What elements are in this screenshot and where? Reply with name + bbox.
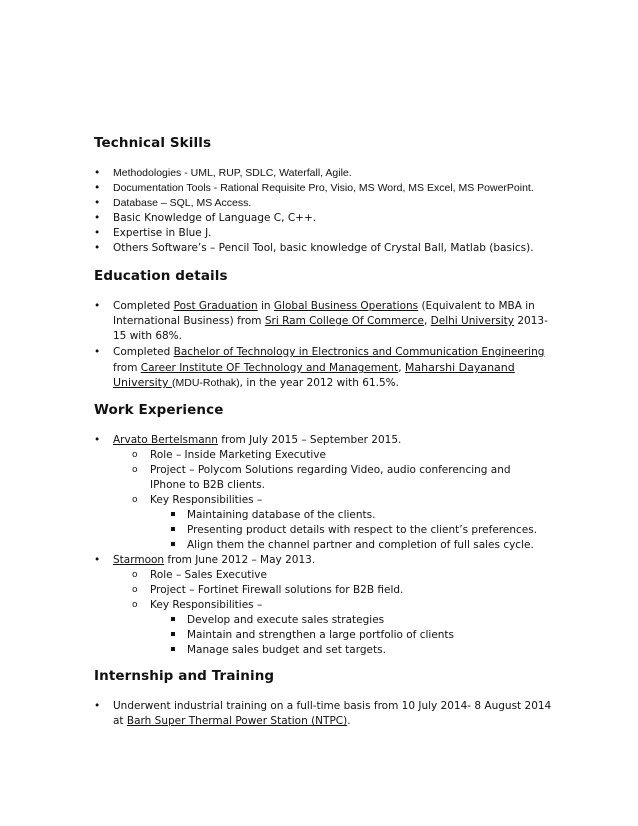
bullet-icon: • bbox=[94, 227, 101, 239]
link-btech[interactable]: Bachelor of Technology in Electronics and Communication Engineering bbox=[173, 346, 545, 358]
square-bullet-icon bbox=[171, 613, 175, 628]
education-heading: Education details bbox=[94, 268, 228, 284]
bullet-icon: • bbox=[94, 554, 101, 566]
circle-bullet-icon: o bbox=[132, 450, 138, 460]
education-line: from Career Institute OF Technology and Management, Maharshi Dayanand bbox=[113, 361, 515, 374]
internship-line: at Barh Super Thermal Power Station (NTPC). bbox=[113, 715, 351, 727]
bullet-icon: • bbox=[94, 167, 101, 179]
square-bullet-icon bbox=[171, 628, 175, 643]
link-university[interactable]: University bbox=[113, 376, 172, 389]
square-bullet-icon bbox=[171, 643, 175, 658]
work-experience-heading: Work Experience bbox=[94, 402, 224, 418]
bullet-icon: • bbox=[94, 700, 101, 712]
bullet-icon: • bbox=[94, 300, 101, 312]
bullet-icon: • bbox=[94, 346, 101, 358]
square-bullet-icon bbox=[171, 538, 175, 553]
education-line: University (MDU-Rothak), in the year 2012 with 61.5%. bbox=[113, 376, 399, 389]
technical-skills-heading: Technical Skills bbox=[94, 135, 212, 151]
internship-heading: Internship and Training bbox=[94, 668, 275, 684]
bullet-icon: • bbox=[94, 434, 101, 446]
link-delhi-university[interactable]: Delhi University bbox=[430, 315, 515, 327]
bullet-icon: • bbox=[94, 197, 101, 209]
square-bullet-icon bbox=[171, 523, 175, 538]
link-career-institute[interactable]: Career Institute OF Technology and Management bbox=[140, 362, 399, 374]
link-maharshi-dayanand[interactable]: Maharshi Dayanand bbox=[404, 361, 515, 374]
link-arvato[interactable]: Arvato Bertelsmann bbox=[113, 434, 218, 446]
education-line: International Business) from Sri Ram College Of Commerce, Delhi University 2013- bbox=[113, 315, 548, 327]
link-starmoon[interactable]: Starmoon bbox=[113, 554, 165, 566]
circle-bullet-icon: o bbox=[132, 465, 138, 475]
education-line: 15 with 68%. bbox=[113, 330, 182, 342]
circle-bullet-icon: o bbox=[132, 570, 138, 580]
circle-bullet-icon: o bbox=[132, 600, 138, 610]
square-bullet-icon bbox=[171, 508, 175, 523]
link-post-graduation[interactable]: Post Graduation bbox=[173, 300, 258, 312]
resume-page: Technical Skills • Methodologies - UML, RUP, SDLC, Waterfall, Agile. • Documentation Tools - Rational Requisite Pro, Visio, MS Word, MS Excel, MS PowerPoint. • Database – SQL, MS Access. • Basic Knowledge of Language C, C++. • Expertise in Blue J. • Others Software’s – Pencil Tool, basic knowledge of Crystal Ball, Matlab (basics). Education details • Completed Post Graduation in Global Business Operations (Equivalent to MBA in International Business) from Sri Ram College Of Commerce, Delhi University 2013- 15 with 68%. • Completed Bachelor of Technology in Electronics and Communication Engineering from Career Institute OF Technology and Management, Maharshi Dayanand University (MDU-Rothak), in the year 2012 with 61.5%. Work Experience • Arvato Bertelsmann from July 2015 – September 2015. o Role – Inside Marketing Executive o Project – Polycom Solutions regarding Video, audio conferencing and IPhone to B2B clients. o Key Responsibilities – Maintaining database of the clients. Presenting product details with respect to the client’s preferences. Align them the channel partner and completion of full sales cycle. • Starmoon from June 2012 – May 2013. o Role – Sales Executive o Project – Fortinet Firewall solutions for B2B field. o Key Responsibilities – Develop and execute sales strategies Maintain and strengthen a large portfolio of clients Manage sales budget and set targets. Internship and Training • Underwent industrial training on a full-time basis from 10 July 2014- 8 August 2014 at Barh Super Thermal Power Station (NTPC). bbox=[94, 135, 552, 727]
circle-bullet-icon: o bbox=[132, 495, 138, 505]
bullet-icon: • bbox=[94, 212, 101, 224]
bullet-icon: • bbox=[94, 242, 101, 254]
link-sri-ram-college[interactable]: Sri Ram College Of Commerce bbox=[264, 315, 424, 327]
circle-bullet-icon: o bbox=[132, 585, 138, 595]
link-barh-ntpc[interactable]: Barh Super Thermal Power Station (NTPC) bbox=[126, 715, 348, 727]
bullet-icon: • bbox=[94, 182, 101, 194]
project-line: IPhone to B2B clients. bbox=[150, 479, 265, 491]
link-global-business-operations[interactable]: Global Business Operations bbox=[273, 300, 419, 312]
